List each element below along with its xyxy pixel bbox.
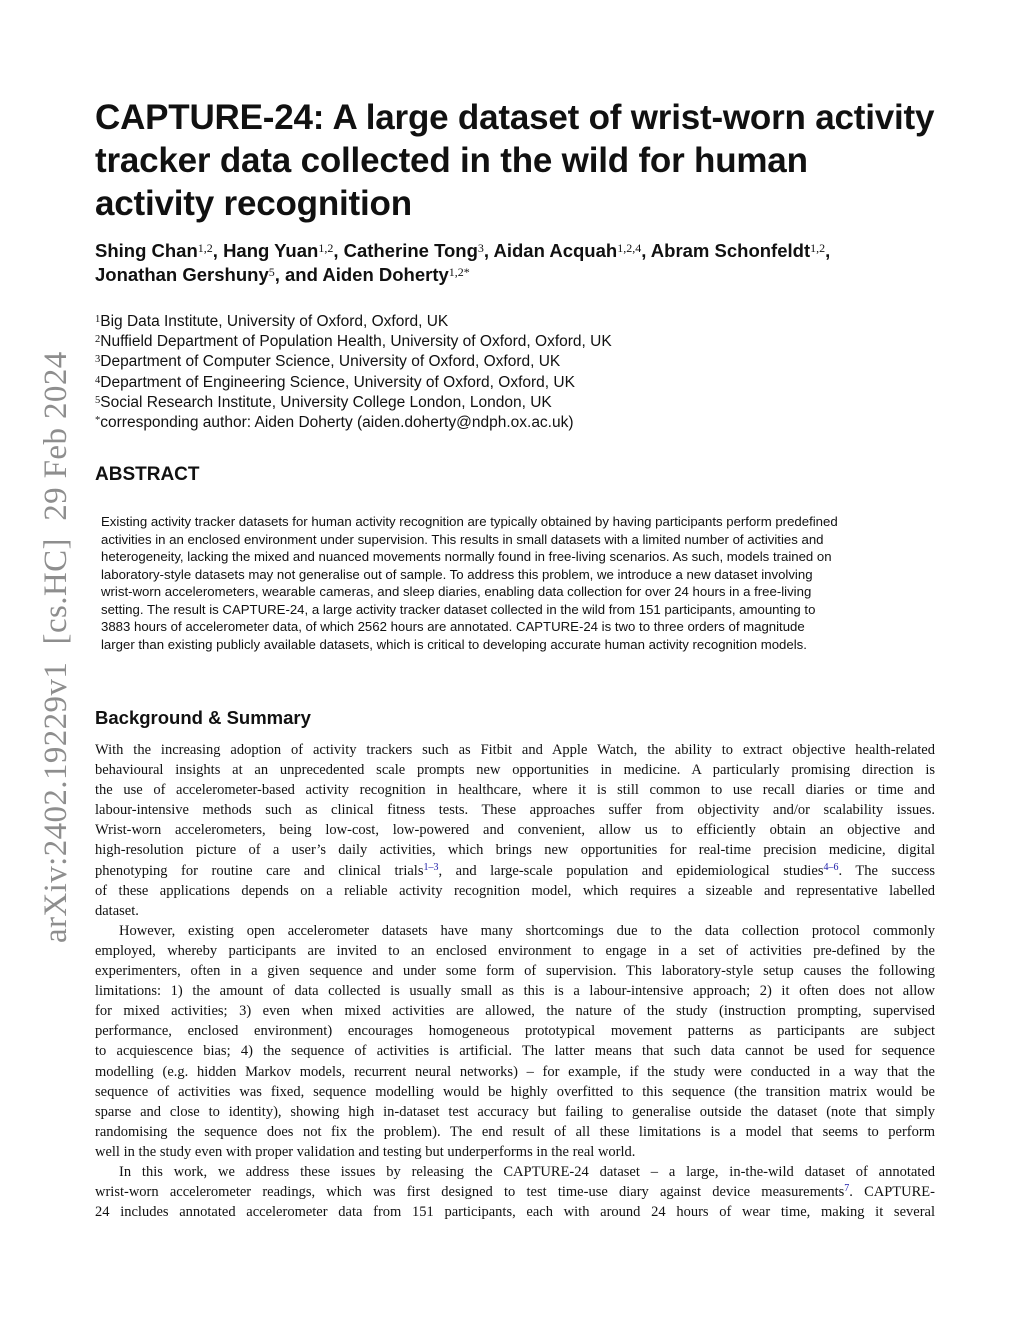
citation-link[interactable]: 1–3: [423, 861, 439, 873]
author-separator: , and: [274, 264, 323, 285]
author-list: [95, 239, 955, 287]
body-line: to acquiescence bias; 4) the sequence of activities is artificial. The latter means that such data cannot be used for sequence: [95, 1043, 935, 1060]
body-line: sequence of activities was fixed, sequence modelling would be highly overfitted to this sequence (the transition matrix would be: [95, 1083, 935, 1100]
author-separator: ,: [825, 240, 831, 261]
abstract-line: 3883 hours of accelerometer data, of which 2562 hours are annotated. CAPTURE-24 is two to three orders of magnitude: [101, 619, 805, 634]
abstract-line: larger than existing publicly available datasets, which is critical to developing accurate human activity recognition models.: [101, 636, 807, 652]
author-affiliation-mark: 5: [268, 265, 275, 279]
author-affiliation-mark: 1,2: [197, 241, 213, 255]
affiliation-list: [95, 312, 895, 433]
body-text: [95, 740, 935, 1222]
affiliation-item: [95, 393, 895, 413]
body-line: experimenters, often in a given sequence and under some form of supervision. This laboratory-style setup causes the following: [95, 963, 935, 980]
body-line: In this work, we address these issues by releasing the CAPTURE-24 dataset – a large, in-the-wild dataset of annotated: [119, 1163, 935, 1180]
author-affiliation-mark: 3: [477, 241, 484, 255]
abstract-heading: ABSTRACT: [95, 464, 200, 485]
affiliation-item: [95, 373, 895, 393]
body-line: randomising the sequence does not fix the problem). The end result of all these limitations is a model that seems to perform: [95, 1123, 935, 1140]
affiliation-item: [95, 413, 895, 433]
author-affiliation-mark: 1,2: [318, 241, 334, 255]
abstract-line: setting. The result is CAPTURE-24, a large activity tracker dataset collected in the wild from 151 participants, amounting to: [101, 601, 816, 617]
author-separator: ,: [333, 240, 344, 261]
body-line: behavioural insights at an unprecedented scale prompts new opportunities in medicine. A particularly promising direction is: [95, 762, 935, 779]
body-text-segment: . CAPTURE-: [849, 1184, 935, 1201]
author-name: Catherine Tong: [343, 240, 478, 261]
body-line: performance, enclosed environment) encourages homogeneous prototypical movement patterns as participants are subject: [95, 1023, 935, 1040]
body-text-segment: . The success: [838, 862, 935, 879]
body-line: However, existing open accelerometer datasets have many shortcomings due to the data collection protocol commonly: [119, 922, 935, 939]
body-text-segment: wrist-worn accelerometer readings, which was first designed to test time-use diary against device measurements: [95, 1184, 845, 1201]
author-name: Abram Schonfeldt: [650, 240, 811, 261]
affiliation-text: Department of Computer Science, University of Oxford, Oxford, UK: [100, 353, 561, 371]
author-name: Hang Yuan: [223, 240, 319, 261]
abstract-line: heterogeneity, lacking the mixed and nuanced movements normally found in free-living scenarios. As such, models trained on: [101, 549, 832, 564]
affiliation-number: 2: [95, 334, 101, 346]
author-separator: ,: [641, 240, 651, 261]
author-row-1: [95, 239, 955, 263]
author-name: Aidan Acquah: [493, 240, 618, 261]
body-line: [95, 861, 935, 881]
author-affiliation-mark: 1,2,4: [617, 241, 642, 255]
author-separator: ,: [212, 240, 224, 261]
affiliation-text: Big Data Institute, University of Oxford, Oxford, UK: [100, 313, 449, 330]
body-line: modelling (e.g. hidden Markov models, recurrent neural networks) – for example, if the study were conducted in a way that the: [95, 1063, 935, 1080]
arxiv-identifier-stamp: arXiv:2402.19229v1 [cs.HC] 29 Feb 2024: [38, 351, 74, 943]
author-name: Aiden Doherty: [322, 264, 449, 285]
body-line: limitations: 1) the amount of data collected is usually small as this is a labour-intensive approach; 2) it often does not allow: [95, 983, 935, 1000]
body-line: employed, whereby participants are invited to an enclosed environment to engage in a set of activities pre-defined by the: [95, 942, 935, 959]
abstract-line: wrist-worn accelerometers, wearable cameras, and sleep diaries, enabling data collection for over 24 hours in a free-living: [101, 584, 812, 599]
abstract-line: laboratory-style datasets may not generalise out of sample. To address this problem, we introduce a new dataset involving: [101, 566, 813, 582]
body-line: Wrist-worn accelerometers, being low-cost, low-powered and convenient, allow us to efficiently obtain an objective and: [95, 822, 935, 839]
paper-title: CAPTURE-24: A large dataset of wrist-worn activity tracker data collected in the wild for human activity recognition: [95, 98, 935, 223]
affiliation-number: 3: [95, 354, 101, 366]
body-line: of these applications depends on a reliable activity recognition model, which requires a sizeable and representative labelled: [95, 882, 935, 899]
body-line: 24 includes annotated accelerometer data from 151 participants, each with around 24 hours of wear time, making it several: [95, 1204, 935, 1221]
affiliation-text: Nuffield Department of Population Health, University of Oxford, Oxford, UK: [100, 333, 612, 351]
body-line: sparse and close to identity), showing high in-dataset test accuracy but failing to generalise outside the dataset (note that simply: [95, 1103, 935, 1120]
author-name: Jonathan Gershuny: [95, 264, 269, 285]
affiliation-item: [95, 312, 895, 332]
section-heading: Background & Summary: [95, 707, 311, 728]
author-name: Shing Chan: [95, 240, 198, 261]
author-affiliation-mark: 1,2: [810, 241, 826, 255]
body-line: [95, 1182, 935, 1202]
affiliation-item: [95, 352, 895, 372]
body-line: well in the study even with proper validation and testing but underperforms in the real world.: [95, 1143, 636, 1160]
body-line: With the increasing adoption of activity trackers such as Fitbit and Apple Watch, the ability to extract objective health-related: [95, 742, 935, 758]
body-line: dataset.: [95, 902, 139, 919]
author-separator: ,: [483, 240, 494, 261]
citation-link[interactable]: 4–6: [823, 861, 839, 873]
affiliation-text: Social Research Institute, University College London, London, UK: [100, 393, 552, 411]
affiliation-number: 5: [95, 394, 101, 406]
affiliation-number: *: [95, 415, 101, 427]
abstract-body: [101, 513, 931, 653]
body-text-segment: , and large-scale population and epidemiological studies: [438, 862, 824, 879]
affiliation-text: Department of Engineering Science, University of Oxford, Oxford, UK: [100, 373, 575, 391]
citation-link[interactable]: 7: [844, 1183, 850, 1195]
affiliation-item: [95, 332, 895, 352]
affiliation-number: 1: [95, 314, 101, 325]
body-line: for mixed activities; 3) even when mixed activities are allowed, the nature of the study (instruction prompting, supervised: [95, 1003, 935, 1020]
abstract-line: activities in an enclosed environment under supervision. This results in small datasets with a limited number of activities and: [101, 531, 824, 547]
affiliation-number: 4: [95, 374, 101, 386]
author-affiliation-mark: 1,2*: [448, 265, 470, 279]
affiliation-text: corresponding author: Aiden Doherty (aiden.doherty@ndph.ox.ac.uk): [100, 414, 574, 432]
abstract-line: Existing activity tracker datasets for human activity recognition are typically obtained by having participants perform predefined: [101, 514, 838, 529]
body-text-segment: phenotyping for routine care and clinical trials: [95, 862, 424, 879]
body-line: labour-intensive methods such as clinical fitness tests. These approaches suffer from objectivity and/or scalability issues.: [95, 802, 935, 819]
author-row-2: [95, 263, 955, 287]
body-line: the use of accelerometer-based activity recognition in healthcare, where it is still common to use recall diaries or time and: [95, 782, 935, 799]
body-line: high-resolution picture of a user’s daily activities, which brings new opportunities for real-time precision medicine, digital: [95, 842, 935, 859]
